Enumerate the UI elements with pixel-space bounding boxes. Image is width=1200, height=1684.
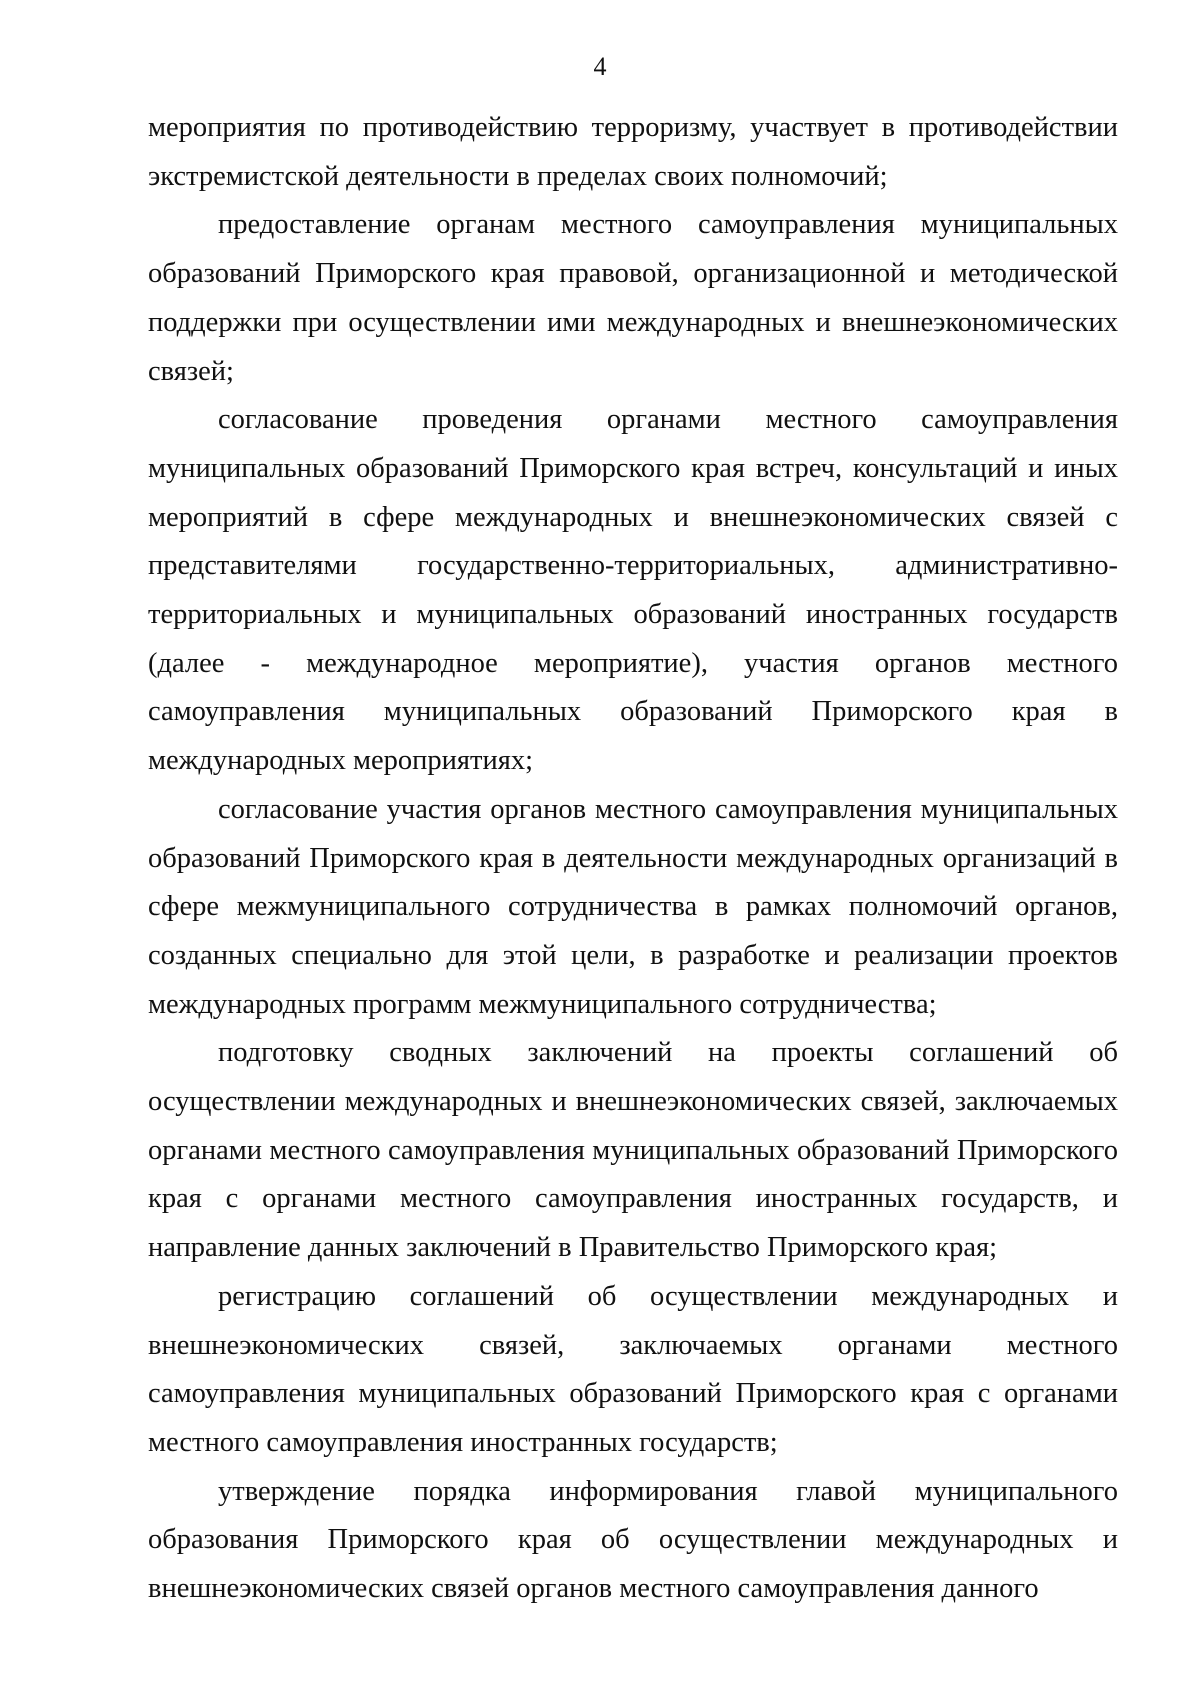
paragraph-continuation: мероприятия по противодействию терроризму, участвует в противодействии экстремистской деятельности в пределах своих полномочий;: [148, 112, 1118, 192]
paragraph-agreement-registration: регистрацию соглашений об осуществлении международных и внешнеэкономических связей, заключаемых органами местного самоуправления муниципальных образований Приморского края с органами местного самоуправления иностранных государств;: [148, 1280, 1118, 1458]
document-body: [148, 104, 1118, 1614]
page-number: 4: [593, 52, 607, 81]
paragraph-meetings-approval: согласование проведения органами местного самоуправления муниципальных образований Приморского края встреч, консультаций и иных мероприятий в сфере международных и внешнеэкономических связей с представителями государственно-территориальных, административно-территориальных и муниципальных образований иностранных государств (далее - международное мероприятие), участия органов местного самоуправления муниципальных образований Приморского края в международных мероприятиях;: [148, 404, 1118, 777]
paragraph-international-organizations: согласование участия органов местного самоуправления муниципальных образований Приморского края в деятельности международных организаций в сфере межмуниципального сотрудничества в рамках полномочий органов, созданных специально для этой цели, в разработке и реализации проектов международных программ межмуниципального сотрудничества;: [148, 793, 1118, 1020]
paragraph-information-procedure: утверждение порядка информирования главой муниципального образования Приморского края об осуществлении международных и внешнеэкономических связей органов местного самоуправления данного: [148, 1475, 1118, 1605]
paragraph-agreement-conclusions: подготовку сводных заключений на проекты соглашений об осуществлении международных и внешнеэкономических связей, заключаемых органами местного самоуправления муниципальных образований Приморского края с органами местного самоуправления иностранных государств, и направление данных заключений в Правительство Приморского края;: [148, 1037, 1118, 1264]
paragraph-legal-support: предоставление органам местного самоуправления муниципальных образований Приморского края правовой, организационной и методической поддержки при осуществлении ими международных и внешнеэкономических связей;: [148, 209, 1118, 387]
